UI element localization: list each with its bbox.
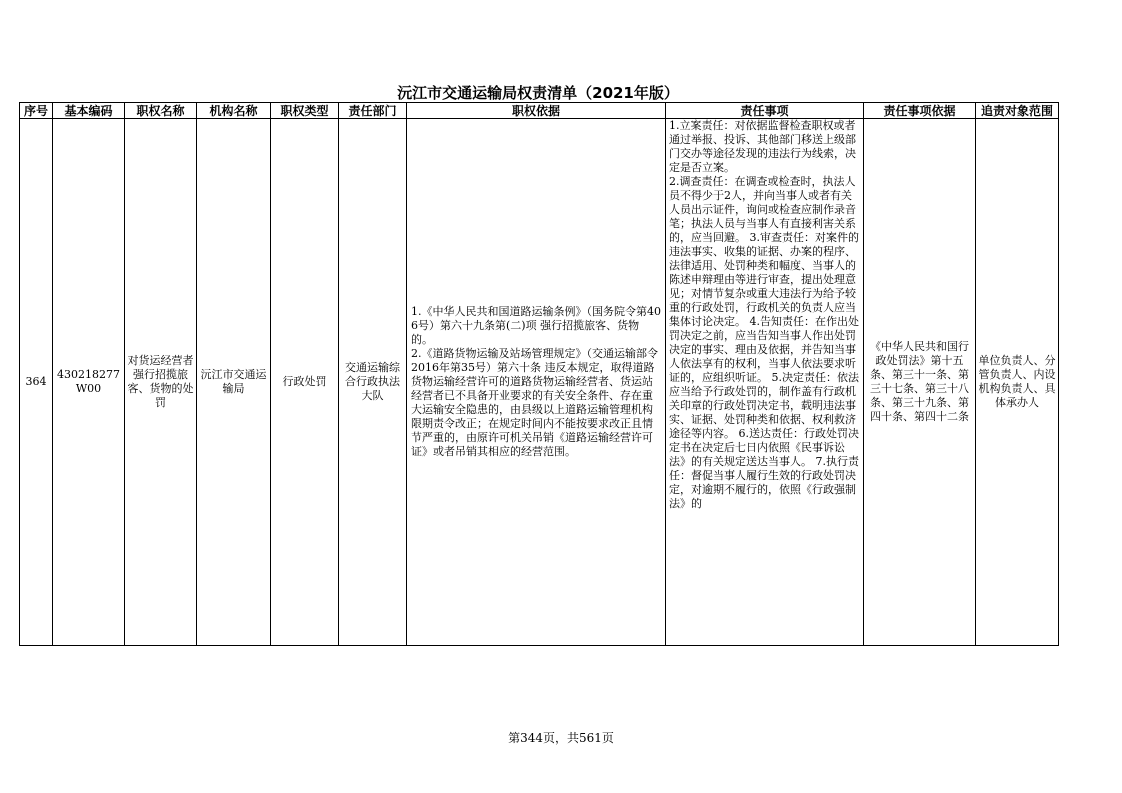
- header-department: 责任部门: [339, 103, 407, 119]
- page-title: 沅江市交通运输局权责清单（2021年版）: [397, 84, 679, 102]
- table-header-row: [20, 103, 1059, 119]
- cell-org-name: 沅江市交通运输局: [197, 119, 271, 646]
- cell-accountability: 单位负责人、分管负责人、内设机构负责人、具体承办人: [976, 119, 1059, 646]
- header-power-type: 职权类型: [271, 103, 339, 119]
- header-org-name: 机构名称: [197, 103, 271, 119]
- header-seq: 序号: [20, 103, 53, 119]
- cell-power-name: 对货运经营者强行招揽旅客、货物的处罚: [125, 119, 197, 646]
- header-power-name: 职权名称: [125, 103, 197, 119]
- cell-code: 430218277W00: [53, 119, 125, 646]
- header-duty-basis: 责任事项依据: [864, 103, 976, 119]
- cell-duty-basis: 《中华人民共和国行政处罚法》第十五条、第三十一条、第三十七条、第三十八条、第三十九条、第四十条、第四十二条: [864, 119, 976, 646]
- header-code: 基本编码: [53, 103, 125, 119]
- cell-duties: [666, 119, 864, 646]
- header-accountability: 追责对象范围: [976, 103, 1059, 119]
- header-basis: 职权依据: [407, 103, 666, 119]
- authority-table: [19, 102, 1059, 646]
- duties-text: 1.立案责任：对依据监督检查职权或者通过举报、投诉、其他部门移送上级部门交办等途径发现的违法行为线索，决定是否立案。 2.调查责任：在调查或检查时，执法人员不得少于2人，并向当事人或者有关人员出示证件，询问或检查应制作录音笔；执法人员与当事人有直接利害关系的，应当回避。 3.审查责任：对案件的违法事实、收集的证据、办案的程序、法律适用、处罚种类和幅度、当事人的陈述申辩理由等进行审查，提出处理意见；对情节复杂或重大违法行为给予较重的行政处罚，行政机关的负责人应当集体讨论决定。 4.告知责任：在作出处罚决定之前，应当告知当事人作出处罚决定的事实、理由及依据，并告知当事人依法享有的权利，当事人依法要求听证的，应组织听证。 5.决定责任：依法应当给予行政处罚的，制作盖有行政机关印章的行政处罚决定书，载明违法事实、证据、处罚种类和依据、权利救济途径等内容。 6.送达责任：行政处罚决定书在决定后七日内依照《民事诉讼法》的有关规定送达当事人。 7.执行责任：督促当事人履行生效的行政处罚决定，对逾期不履行的，依照《行政强制法》的: [669, 119, 859, 510]
- cell-seq: 364: [20, 119, 53, 646]
- page-footer: 第344页，共561页: [508, 731, 614, 745]
- table-row: [20, 119, 1059, 646]
- header-duties: 责任事项: [666, 103, 864, 119]
- cell-basis: 1.《中华人民共和国道路运输条例》（国务院令第406号）第六十九条第(二)项 强行招揽旅客、货物的。 2.《道路货物运输及站场管理规定》（交通运输部令2016年第35号）第六十条 违反本规定，取得道路货物运输经营许可的道路货物运输经营者、货运站经营者已不具备开业要求的有关安全条件、存在重大运输安全隐患的，由县级以上道路运输管理机构限期责令改正；在规定时间内不能按要求改正且情节严重的，由原许可机关吊销《道路运输经营许可证》或者吊销其相应的经营范围。: [407, 119, 666, 646]
- cell-department: 交通运输综合行政执法大队: [339, 119, 407, 646]
- cell-power-type: 行政处罚: [271, 119, 339, 646]
